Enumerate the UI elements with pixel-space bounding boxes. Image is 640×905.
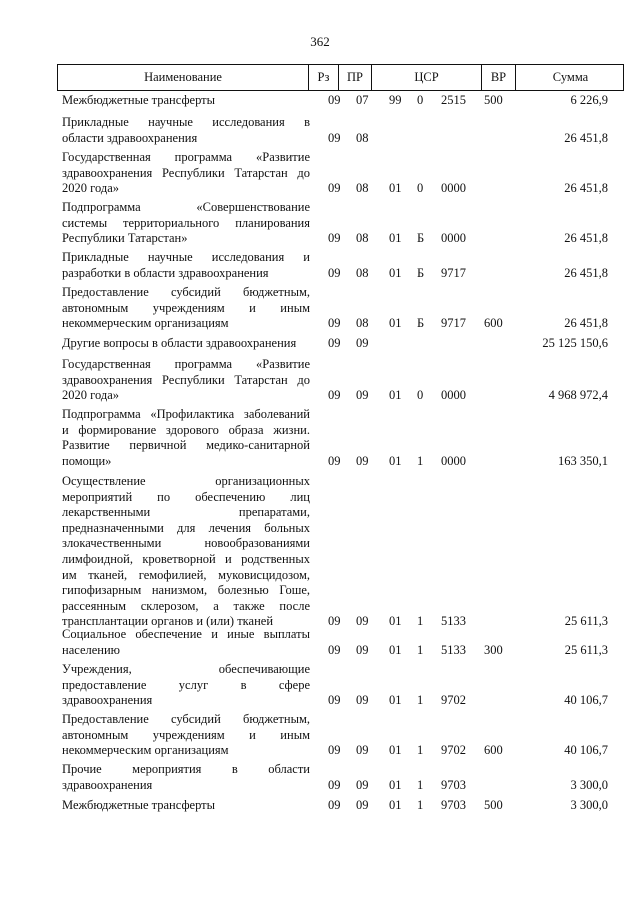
- cell-sum: 6 226,9: [570, 93, 608, 107]
- cell-pr: 09: [356, 614, 369, 629]
- cell-pr: 08: [356, 130, 369, 145]
- row-name-line: Государственная программа «Развитие: [62, 357, 310, 371]
- row-name-line: помощи»: [62, 453, 112, 468]
- row-name-line: 2020 года»: [62, 181, 119, 196]
- cell-c1: 01: [389, 798, 402, 812]
- row-name: [62, 474, 310, 630]
- cell-c3: 9702: [441, 693, 466, 708]
- row-name: [62, 200, 310, 247]
- cell-sum: 26 451,8: [564, 231, 608, 246]
- row-name: [62, 407, 310, 469]
- cell-pr: 09: [356, 336, 369, 350]
- row-name: [62, 93, 310, 109]
- cell-c2: 1: [417, 693, 424, 708]
- row-name-line: здравоохранения: [62, 693, 153, 708]
- cell-vr: 600: [484, 743, 503, 758]
- row-name-line: автономным учреждениям и иным: [62, 727, 310, 742]
- cell-sum: 25 125 150,6: [542, 336, 608, 350]
- cell-rz: 09: [328, 316, 341, 331]
- cell-c1: 01: [389, 265, 402, 280]
- cell-rz: 09: [328, 642, 341, 657]
- cell-rz: 09: [328, 336, 341, 350]
- cell-vr: 500: [484, 93, 503, 107]
- cell-rz: 09: [328, 181, 341, 196]
- cell-c1: 01: [389, 453, 402, 468]
- cell-c2: 1: [417, 777, 424, 792]
- cell-c3: 5133: [441, 614, 466, 629]
- cell-c1: 01: [389, 693, 402, 708]
- row-name-line: и формирование здорового образа жизни.: [62, 422, 310, 437]
- cell-c2: Б: [417, 316, 425, 331]
- cell-c3: 9703: [441, 798, 466, 812]
- cell-sum: 26 451,8: [564, 181, 608, 196]
- row-name-line: некоммерческим организациям: [62, 743, 229, 758]
- row-name: [62, 798, 310, 814]
- cell-c1: 01: [389, 316, 402, 331]
- cell-c2: 0: [417, 93, 424, 107]
- row-name-line: трансплантации органов и (или) тканей: [62, 614, 274, 629]
- cell-rz: 09: [328, 777, 341, 792]
- row-name-line: Предоставление субсидий бюджетным,: [62, 285, 310, 299]
- cell-vr: 300: [484, 642, 503, 657]
- cell-sum: 40 106,7: [564, 693, 608, 708]
- cell-vr: 600: [484, 316, 503, 331]
- cell-c2: 1: [417, 743, 424, 758]
- cell-rz: 09: [328, 453, 341, 468]
- cell-c3: 0000: [441, 453, 466, 468]
- cell-sum: 25 611,3: [564, 642, 608, 657]
- row-name-line: некоммерческим организациям: [62, 316, 229, 331]
- cell-pr: 09: [356, 642, 369, 657]
- header-csr: ЦСР: [371, 65, 481, 90]
- cell-sum: 4 968 972,4: [548, 388, 608, 403]
- table-header: [57, 64, 624, 91]
- row-name: [62, 336, 310, 352]
- cell-c1: 01: [389, 777, 402, 792]
- cell-rz: 09: [328, 614, 341, 629]
- header-vr: ВР: [481, 65, 515, 90]
- row-name-line: гипофизарным нанизмом, болезнью Гоше,: [62, 583, 310, 598]
- cell-c2: Б: [417, 231, 425, 246]
- row-name: [62, 115, 310, 146]
- cell-c1: 01: [389, 231, 402, 246]
- cell-rz: 09: [328, 93, 341, 107]
- page-number: 362: [310, 34, 330, 49]
- row-name: [62, 662, 310, 709]
- cell-c3: 0000: [441, 181, 466, 196]
- row-name-line: Республики Татарстан»: [62, 231, 188, 246]
- cell-sum: 26 451,8: [564, 130, 608, 145]
- row-name: [62, 150, 310, 197]
- cell-c2: 1: [417, 614, 424, 629]
- row-name: [62, 712, 310, 759]
- cell-sum: 26 451,8: [564, 265, 608, 280]
- row-name: [62, 762, 310, 793]
- header-rz: Рз: [308, 65, 338, 90]
- row-name-line: Предоставление субсидий бюджетным,: [62, 712, 310, 726]
- row-name-line: им тканей, гемофилией, муковисцидозом,: [62, 567, 310, 582]
- row-name-line: Социальное обеспечение и иные выплаты: [62, 627, 310, 641]
- cell-c3: 9717: [441, 316, 466, 331]
- row-name-line: 2020 года»: [62, 388, 119, 403]
- cell-pr: 09: [356, 743, 369, 758]
- cell-c3: 2515: [441, 93, 466, 107]
- cell-sum: 25 611,3: [564, 614, 608, 629]
- cell-c2: 0: [417, 181, 424, 196]
- cell-c3: 0000: [441, 388, 466, 403]
- row-name-line: здравоохранения Республики Татарстан до: [62, 372, 310, 387]
- cell-c2: 1: [417, 642, 424, 657]
- cell-c1: 01: [389, 181, 402, 196]
- cell-c2: 1: [417, 798, 424, 812]
- row-name-line: Прочие мероприятия в области: [62, 762, 310, 776]
- row-name-line: лимфоидной, кроветворной и родственных: [62, 551, 310, 566]
- cell-rz: 09: [328, 693, 341, 708]
- cell-vr: 500: [484, 798, 503, 812]
- cell-rz: 09: [328, 743, 341, 758]
- cell-c2: 0: [417, 388, 424, 403]
- cell-rz: 09: [328, 231, 341, 246]
- cell-pr: 07: [356, 93, 369, 107]
- row-name-line: предоставление услуг в сфере: [62, 677, 310, 692]
- row-name-line: разработки в области здравоохранения: [62, 265, 269, 280]
- cell-c1: 01: [389, 743, 402, 758]
- cell-c1: 99: [389, 93, 402, 107]
- row-name-line: здравоохранения Республики Татарстан до: [62, 165, 310, 180]
- row-name-line: автономным учреждениям и иным: [62, 300, 310, 315]
- cell-c3: 9703: [441, 777, 466, 792]
- cell-pr: 08: [356, 316, 369, 331]
- cell-pr: 08: [356, 265, 369, 280]
- cell-pr: 08: [356, 231, 369, 246]
- row-name-line: здравоохранения: [62, 777, 153, 792]
- header-pr: ПР: [338, 65, 371, 90]
- row-name-line: злокачественными новообразованиями: [62, 536, 310, 551]
- row-name-line: предназначенными для лечения больных: [62, 520, 310, 535]
- row-name-line: Прикладные научные исследования в: [62, 115, 310, 129]
- cell-c3: 9717: [441, 265, 466, 280]
- cell-c3: 9702: [441, 743, 466, 758]
- cell-sum: 163 350,1: [558, 453, 608, 468]
- cell-pr: 09: [356, 388, 369, 403]
- row-name-line: населению: [62, 642, 120, 657]
- row-name-line: рассеянным склерозом, а также после: [62, 598, 310, 613]
- row-name: [62, 627, 310, 658]
- row-name-line: Развитие первичной медико-санитарной: [62, 438, 310, 453]
- row-name-line: Государственная программа «Развитие: [62, 150, 310, 164]
- row-name-line: Межбюджетные трансферты: [62, 93, 216, 107]
- cell-pr: 09: [356, 693, 369, 708]
- cell-sum: 40 106,7: [564, 743, 608, 758]
- cell-c3: 0000: [441, 231, 466, 246]
- cell-rz: 09: [328, 265, 341, 280]
- row-name-line: Учреждения, обеспечивающие: [62, 662, 310, 676]
- row-name-line: лекарственными препаратами,: [62, 505, 310, 520]
- cell-c1: 01: [389, 388, 402, 403]
- row-name-line: мероприятий по обеспечению лиц: [62, 489, 310, 504]
- cell-c2: Б: [417, 265, 425, 280]
- header-sum: Сумма: [515, 65, 625, 90]
- cell-rz: 09: [328, 130, 341, 145]
- row-name-line: Подпрограмма «Профилактика заболеваний: [62, 407, 310, 421]
- row-name-line: области здравоохранения: [62, 130, 198, 145]
- row-name: [62, 250, 310, 281]
- cell-c3: 5133: [441, 642, 466, 657]
- cell-pr: 08: [356, 181, 369, 196]
- cell-rz: 09: [328, 388, 341, 403]
- header-name: Наименование: [144, 70, 222, 84]
- cell-sum: 26 451,8: [564, 316, 608, 331]
- cell-sum: 3 300,0: [570, 798, 608, 812]
- row-name-line: Осуществление организационных: [62, 474, 310, 488]
- cell-c1: 01: [389, 614, 402, 629]
- cell-pr: 09: [356, 453, 369, 468]
- row-name-line: Межбюджетные трансферты: [62, 798, 216, 812]
- cell-c2: 1: [417, 453, 424, 468]
- row-name: [62, 357, 310, 404]
- cell-rz: 09: [328, 798, 341, 812]
- cell-pr: 09: [356, 798, 369, 812]
- cell-pr: 09: [356, 777, 369, 792]
- row-name-line: Подпрограмма «Совершенствование: [62, 200, 310, 214]
- row-name-line: Прикладные научные исследования и: [62, 250, 310, 264]
- row-name-line: системы территориального планирования: [62, 215, 310, 230]
- row-name: [62, 285, 310, 332]
- cell-sum: 3 300,0: [570, 777, 608, 792]
- row-name-line: Другие вопросы в области здравоохранения: [62, 336, 297, 350]
- cell-c1: 01: [389, 642, 402, 657]
